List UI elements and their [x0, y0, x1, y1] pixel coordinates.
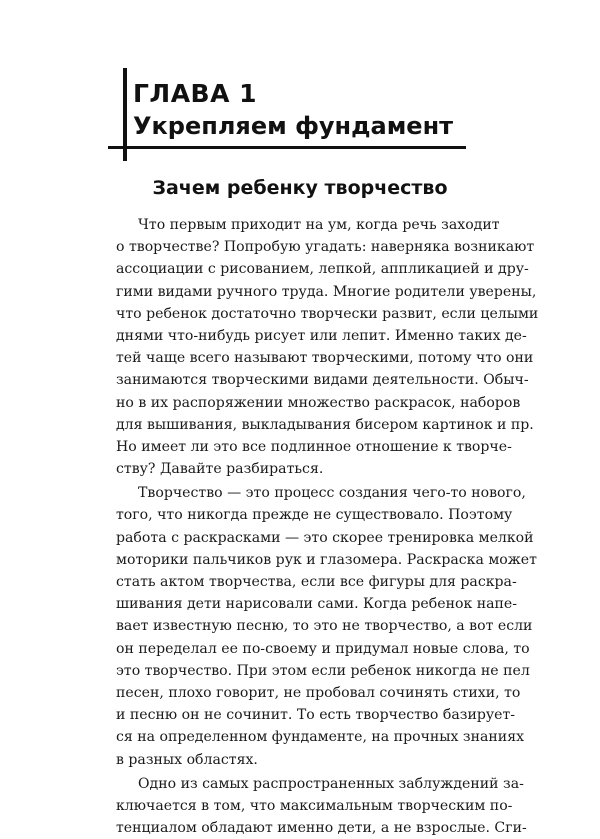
text-line: занимаются творческими видами деятельности. Обыч-	[116, 372, 529, 389]
text-line: днями что-нибудь рисует или лепит. Именно таких де-	[116, 327, 527, 344]
text-line: ся на определенном фундаменте, на прочных знаниях	[116, 729, 525, 746]
text-line: Одно из самых распространенных заблуждений за-	[138, 775, 524, 792]
text-line: но в их распоряжении множество раскрасок, наборов	[116, 394, 521, 411]
chapter-number: ГЛАВА 1	[133, 79, 258, 108]
text-line: вает известную песню, то это не творчество, а вот если	[116, 618, 533, 635]
paragraph	[116, 482, 537, 770]
section-heading: Зачем ребенку творчество	[152, 177, 448, 199]
text-line: что ребенок достаточно творчески развит, если целыми	[116, 305, 539, 322]
text-line: моторики пальчиков рук и глазомера. Раскраска может	[116, 551, 537, 568]
text-line: Что первым приходит на ум, когда речь заходит	[138, 217, 500, 233]
text-line: ству? Давайте разбираться.	[116, 461, 324, 478]
text-line: гими видами ручного труда. Многие родители уверены,	[116, 283, 537, 300]
body-text	[116, 214, 539, 839]
text-line: для вышивания, выкладывания бисером картинок и пр.	[116, 416, 534, 433]
text-line: стать актом творчества, если все фигуры для раскра-	[116, 574, 517, 590]
chapter-header	[0, 0, 600, 160]
text-line: тей чаще всего называют творческими, потому что они	[116, 350, 534, 367]
text-line: Но имеет ли это все подлинное отношение к творче-	[116, 438, 512, 455]
text-line: ассоциации с рисованием, лепкой, аппликацией и дру-	[116, 261, 529, 278]
text-line: ключается в том, что максимальным творческим по-	[116, 797, 513, 814]
text-line: о творчестве? Попробую угадать: наверняка возникают	[116, 239, 535, 256]
chapter-horizontal-rule	[108, 146, 466, 149]
paragraph	[116, 214, 539, 480]
text-line: того, что никогда прежде не существовало. Поэтому	[116, 507, 513, 524]
chapter-title: Укрепляем фундамент	[133, 112, 454, 140]
text-line: Творчество — это процесс создания чего-то нового,	[138, 485, 526, 502]
text-line: тенциалом обладают именно дети, а не взрослые. Сги-	[116, 820, 527, 837]
text-line: песен, плохо говорит, не пробовал сочинять стихи, то	[116, 684, 521, 701]
text-line: он переделал ее по-своему и придумал новые слова, то	[116, 640, 530, 657]
text-line: в разных областях.	[116, 751, 258, 768]
text-line: шивания дети нарисовали сами. Когда ребенок напе-	[116, 596, 518, 613]
text-line: и песню он не сочинит. То есть творчество базирует-	[116, 707, 516, 724]
text-line: работа с раскрасками — это скорее тренировка мелкой	[116, 529, 534, 546]
paragraph	[116, 773, 527, 839]
text-line: это творчество. При этом если ребенок никогда не пел	[116, 662, 530, 679]
